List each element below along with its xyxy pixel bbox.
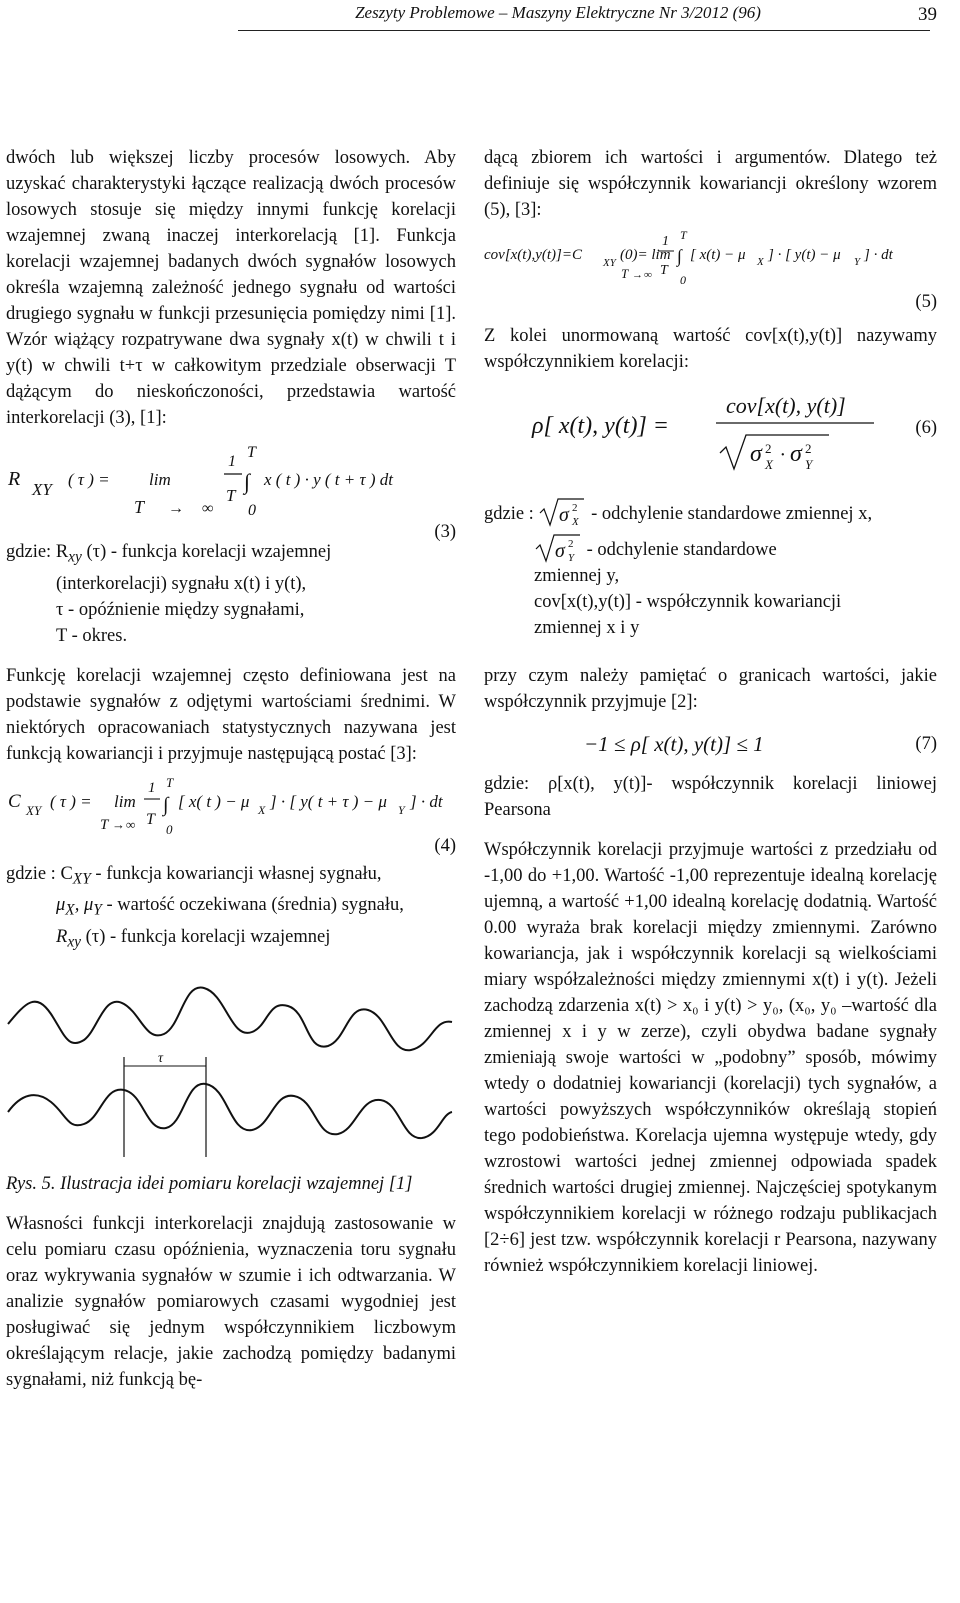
right-column (484, 145, 937, 1279)
figure-5 (6, 962, 456, 1167)
svg-text:[ x( t ) − μ: [ x( t ) − μ (178, 791, 250, 811)
equation-4 (6, 776, 456, 856)
svg-text:Y: Y (398, 802, 405, 817)
equation-4-formula (6, 777, 456, 839)
svg-text:→: → (112, 816, 125, 832)
signal-y-curve (8, 1083, 452, 1137)
equation-7 (484, 723, 937, 763)
svg-text:( τ ) =: ( τ ) = (68, 470, 110, 489)
where6-line-5: zmiennej x i y (534, 618, 640, 638)
svg-text:R: R (8, 468, 21, 490)
svg-text:∫: ∫ (244, 469, 251, 494)
svg-text:σ: σ (559, 504, 570, 526)
svg-text:0: 0 (248, 502, 256, 519)
svg-text:σ: σ (750, 441, 762, 467)
where3-line-3: τ - opóźnienie między sygnałami, (56, 599, 305, 620)
svg-text:2: 2 (568, 538, 574, 550)
svg-text:XY: XY (603, 257, 616, 269)
svg-text:lim: lim (149, 470, 171, 489)
equation-5 (484, 229, 937, 312)
where3-line-4: T - okres. (56, 625, 128, 646)
svg-text:x ( t ) · y ( t + τ ) dt: x ( t ) · y ( t + τ ) dt (264, 470, 393, 489)
svg-text:cov[x(t), y(t)]: cov[x(t), y(t)] (726, 393, 846, 418)
page-header (0, 0, 960, 60)
sigma-y-symbol (534, 533, 582, 563)
where3-line-2: (interkorelacji) sygnału x(t) i y(t), (56, 573, 307, 594)
figure-5-caption: Rys. 5. Ilustracja idei pomiaru korelacji wzajemnej [1] (6, 1173, 413, 1194)
equation-6-number: (6) (915, 418, 937, 438)
svg-text:→: → (168, 500, 184, 517)
where6-line-4: cov[x(t),y(t)] - współczynnik kowariancji (534, 592, 842, 612)
svg-text:T: T (146, 810, 155, 828)
right-paragraph-1: dącą zbiorem ich wartości i argumentów. Dlatego też definiuje się współczynnik kowariancji określony wzorem (5), [3]: (484, 148, 937, 220)
where4-line-3: $R_{xy}$ (τ) - funkcja korelacji wzajemnej (56, 927, 331, 951)
svg-text:−1 ≤ ρ[ x(t), y(t)] ≤ 1: −1 ≤ ρ[ x(t), y(t)] ≤ 1 (584, 732, 764, 756)
equation-4-number: (4) (434, 835, 456, 856)
svg-text:Y: Y (854, 256, 861, 268)
svg-text:lim: lim (114, 791, 136, 811)
right-paragraph-2: Z kolei unormowaną wartość cov[x(t),y(t)] nazywamy współczynnikiem korelacji: (484, 326, 937, 372)
svg-text:Y: Y (805, 457, 813, 472)
svg-text:T: T (134, 497, 145, 517)
header-rule (238, 30, 930, 31)
left-column (6, 145, 456, 1393)
figure-5-signals (6, 962, 456, 1167)
svg-text:[ x(t) − μ: [ x(t) − μ (690, 247, 746, 263)
signal-x-curve (8, 987, 452, 1050)
where-block-4 (6, 861, 456, 956)
svg-text:2: 2 (765, 441, 772, 456)
equation-5-number: (5) (915, 292, 937, 312)
right-paragraph-3: przy czym należy pamiętać o granicach wartości, jakie współczynnik przyjmuje [2]: (484, 666, 937, 712)
svg-text:] · dt: ] · dt (864, 247, 893, 263)
svg-text:] · dt: ] · dt (410, 791, 443, 811)
where4-line-2: $\mu_X$, $\mu_Y$ - wartość oczekiwana (średnia) sygnału, (56, 895, 404, 920)
where6-line-1: gdzie : σ 2 X - odchylenie standardowe zmiennej x, (484, 497, 937, 527)
tau-label: τ (158, 1050, 164, 1066)
where4-line-1: gdzie : $C_{XY}$ - funkcja kowariancji własnej sygnału, (6, 863, 382, 888)
svg-text:XY: XY (32, 480, 52, 499)
svg-text:∞: ∞ (202, 500, 214, 517)
svg-text:(0)= lim: (0)= lim (620, 247, 671, 263)
svg-text:T: T (226, 486, 236, 505)
svg-text:∞: ∞ (644, 269, 652, 281)
svg-text:∫: ∫ (677, 246, 682, 266)
svg-text:T: T (166, 776, 174, 790)
svg-text:XY: XY (26, 802, 42, 818)
where3-line-1: gdzie: $R_{xy}$ (τ) - funkcja korelacji wzajemnej (6, 542, 332, 566)
page-number: 39 (918, 4, 937, 25)
svg-text:0: 0 (166, 821, 173, 837)
left-paragraph-1: dwóch lub większej liczby procesów losowych. Aby uzyskać charakterystyki łączące realizacją dwóch procesów losowych stosuje się między innymi funkcję korelacji wzajemnej zwaną inaczej interkorelacją [1]. Funkcja korelacji wzajemnej badanych dwóch sygnałów losowych określa wzajemną zależność jednego sygnału od wartości drugiego sygnału w funkcji przesunięcia pomiędzy nimi [1]. Wzór wiążący rozpatrywane dwa sygnały x(t) w chwili t i y(t) w chwili t+τ w całkowitym przedziale obserwacji T dążącym do nieskończoności, przedstawia wartość interkorelacji (3), [1]: (6, 148, 456, 428)
svg-text:1: 1 (228, 453, 236, 470)
svg-text:] · [ y(t) − μ: ] · [ y(t) − μ (768, 247, 841, 263)
svg-text:1: 1 (148, 779, 156, 796)
svg-text:X: X (258, 802, 266, 817)
svg-text:ρ[ x(t), y(t)] =: ρ[ x(t), y(t)] = (532, 413, 670, 439)
svg-text:T: T (247, 444, 256, 461)
svg-text:X: X (572, 516, 580, 527)
svg-text:] · [ y( t + τ ) − μ: ] · [ y( t + τ ) − μ (270, 791, 387, 811)
equation-3 (6, 441, 456, 542)
equation-3-number: (3) (434, 522, 456, 542)
svg-text:T: T (660, 263, 668, 278)
where-block-6 (484, 497, 937, 641)
equation-3-formula (6, 441, 456, 519)
svg-text:T: T (680, 229, 687, 242)
svg-text:∞: ∞ (126, 816, 136, 832)
equation-7-formula (484, 723, 937, 763)
equation-7-number: (7) (915, 734, 937, 754)
equation-6-formula (484, 383, 937, 475)
svg-text:Y: Y (568, 552, 575, 563)
right-paragraph-4: gdzie: ρ[x(t), y(t)]- współczynnik korelacji liniowej Pearsona (484, 774, 937, 820)
svg-text:1: 1 (662, 234, 669, 249)
journal-title: Zeszyty Problemowe – Maszyny Elektryczne Nr 3/2012 (96) (355, 3, 761, 22)
svg-text:σ: σ (790, 441, 802, 467)
svg-text:σ: σ (555, 540, 565, 562)
svg-text:C: C (8, 790, 21, 812)
equation-6 (484, 383, 937, 475)
svg-text:cov[x(t),y(t)]=C: cov[x(t),y(t)]=C (484, 247, 582, 263)
svg-text:X: X (765, 457, 773, 472)
left-paragraph-3: Własności funkcji interkorelacji znajdują zastosowanie w celu pomiaru czasu opóźnienia, wyznaczenia toru sygnału oraz wykrywania sygnałów w szumie i ich odtwarzania. W analizie sygnałów pomiarowych czasami wygodniej jest posługiwać się jednym współczynnikiem liczbowym określającym relacje, jakie zachodzą pomiędzy badanymi sygnałami, niż funkcją bę- (6, 1213, 456, 1390)
svg-text:2: 2 (572, 502, 578, 514)
svg-text:·: · (780, 444, 785, 466)
svg-text:X: X (757, 256, 764, 268)
where6-line-3: zmiennej y, (534, 566, 620, 586)
equation-5-formula (484, 229, 937, 295)
svg-text:T: T (621, 266, 629, 281)
svg-text:→: → (632, 269, 643, 281)
svg-text:∫: ∫ (163, 793, 169, 816)
left-paragraph-2: Funkcję korelacji wzajemnej często definiowana jest na podstawie sygnałów z odjętymi wartościami średnimi. W niektórych opracowaniach statystycznych nazywana jest funkcją kowariancji i przyjmuje następującą postać [3]: (6, 665, 456, 764)
svg-text:0: 0 (680, 273, 686, 287)
where-block-3 (6, 539, 456, 649)
right-paragraph-5: Współczynnik korelacji przyjmuje wartości z przedziału od -1,00 do +1,00. Wartość -1,00 reprezentuje idealną korelację ujemną, a wartość +1,00 idealną korelację dodatnią. Wartość 0.00 wyraża brak korelacji między zmiennymi. Zarówno kowariancja, jak i współczynnik korelacji są wielkościami miary współzależności między zmiennymi x(t) i y(t). Jeżeli zachodzą zdarzenia x(t) > x₀ i y(t) > y₀, (x₀, y₀ –wartość dla zmiennej x i y w zerze), czyli obydwa badane sygnały zmieniają swoje wartości w „podobny” sposób, mówimy wtedy o dodatniej kowariancji (korelacji) tych sygnałów, a wartości powyższych współczynników określają stopień tego podobieństwa. Korelacja ujemna występuje wtedy, gdy wzrostowi wartości jednej zmiennej odpowiada spadek średnich wartości drugiej zmiennej. Najczęściej spotykanym współczynnikiem korelacji w różnego rodzaju publikacjach [2÷6] jest tzw. współczynnik korelacji r Pearsona, nazywany również współczynnikiem korelacji liniowej. (484, 840, 937, 1276)
sigma-x-symbol (538, 497, 586, 527)
svg-text:( τ ) =: ( τ ) = (50, 791, 92, 811)
where6-line-2: σ 2 Y - odchylenie standardowe (484, 533, 937, 563)
svg-text:2: 2 (805, 441, 812, 456)
svg-text:T: T (100, 816, 109, 833)
